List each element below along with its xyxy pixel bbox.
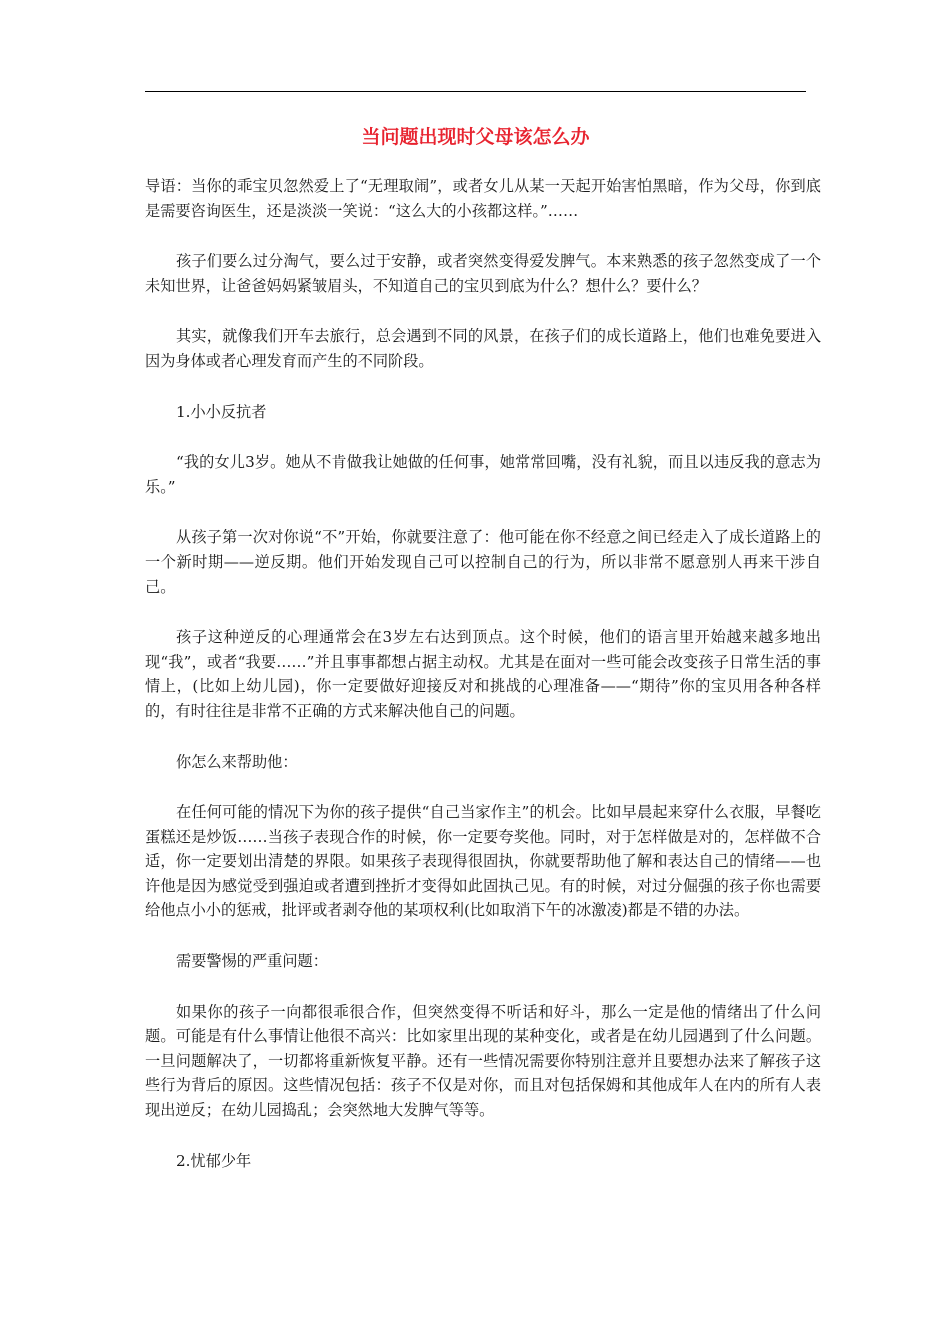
body-paragraph: 从孩子第一次对你说“不”开始，你就要注意了：他可能在你不经意之间已经走入了成长道路上的一个新时期——逆反期。他们开始发现自己可以控制自己的行为，所以非常不愿意别人再来干涉自己。 [145, 528, 821, 596]
header-rule [145, 91, 806, 92]
section-heading-2: 2.忧郁少年 [176, 1151, 252, 1170]
body-paragraph: 在任何可能的情况下为你的孩子提供“自己当家作主”的机会。比如早晨起来穿什么衣服，早餐吃蛋糕还是炒饭……当孩子表现合作的时候，你一定要夸奖他。同时，对于怎样做是对的，怎样做不合适，你一定要划出清楚的界限。如果孩子表现得很固执，你就要帮助他了解和表达自己的情绪——也许他是因为感觉受到强迫或者遭到挫折才变得如此固执己见。有的时候，对过分倔强的孩子你也需要给他点小小的惩戒，批评或者剥夺他的某项权利(比如取消下午的冰激凌)都是不错的办法。 [145, 803, 821, 920]
intro-paragraph: 导语：当你的乖宝贝忽然爱上了“无理取闹”，或者女儿从某一天起开始害怕黑暗，作为父母，你到底是需要咨询医生，还是淡淡一笑说：“这么大的小孩都这样。”…… [145, 177, 821, 220]
body-paragraph: 其实，就像我们开车去旅行，总会遇到不同的风景，在孩子们的成长道路上，他们也难免要进入因为身体或者心理发育而产生的不同阶段。 [145, 327, 821, 370]
quote-paragraph: “我的女儿3岁。她从不肯做我让她做的任何事，她常常回嘴，没有礼貌，而且以违反我的意志为乐。” [145, 453, 821, 496]
document-title: 当问题出现时父母该怎么办 [361, 126, 590, 148]
document-body [145, 174, 821, 1199]
subheading-how-to-help: 你怎么来帮助他： [176, 752, 298, 771]
subheading-warning: 需要警惕的严重问题： [176, 952, 328, 971]
body-paragraph: 如果你的孩子一向都很乖很合作，但突然变得不听话和好斗，那么一定是他的情绪出了什么问题。可能是有什么事情让他很不高兴：比如家里出现的某种变化，或者是在幼儿园遇到了什么问题。一旦问题解决了，一切都将重新恢复平静。还有一些情况需要你特别注意并且要想办法来了解孩子这些行为背后的原因。这些情况包括：孩子不仅是对你，而且对包括保姆和其他成年人在内的所有人表现出逆反；在幼儿园捣乱；会突然地大发脾气等等。 [145, 1002, 821, 1120]
body-paragraph: 孩子这种逆反的心理通常会在3岁左右达到顶点。这个时候，他们的语言里开始越来越多地出现“我”，或者“我要……”并且事事都想占据主动权。尤其是在面对一些可能会改变孩子日常生活的事情上，(比如上幼儿园)，你一定要做好迎接反对和挑战的心理准备——“期待”你的宝贝用各种各样的，有时往往是非常不正确的方式来解决他自己的问题。 [145, 628, 821, 720]
body-paragraph: 孩子们要么过分淘气，要么过于安静，或者突然变得爱发脾气。本来熟悉的孩子忽然变成了一个未知世界，让爸爸妈妈紧皱眉头，不知道自己的宝贝到底为什么？想什么？要什么？ [145, 252, 821, 295]
section-heading-1: 1.小小反抗者 [176, 402, 267, 421]
